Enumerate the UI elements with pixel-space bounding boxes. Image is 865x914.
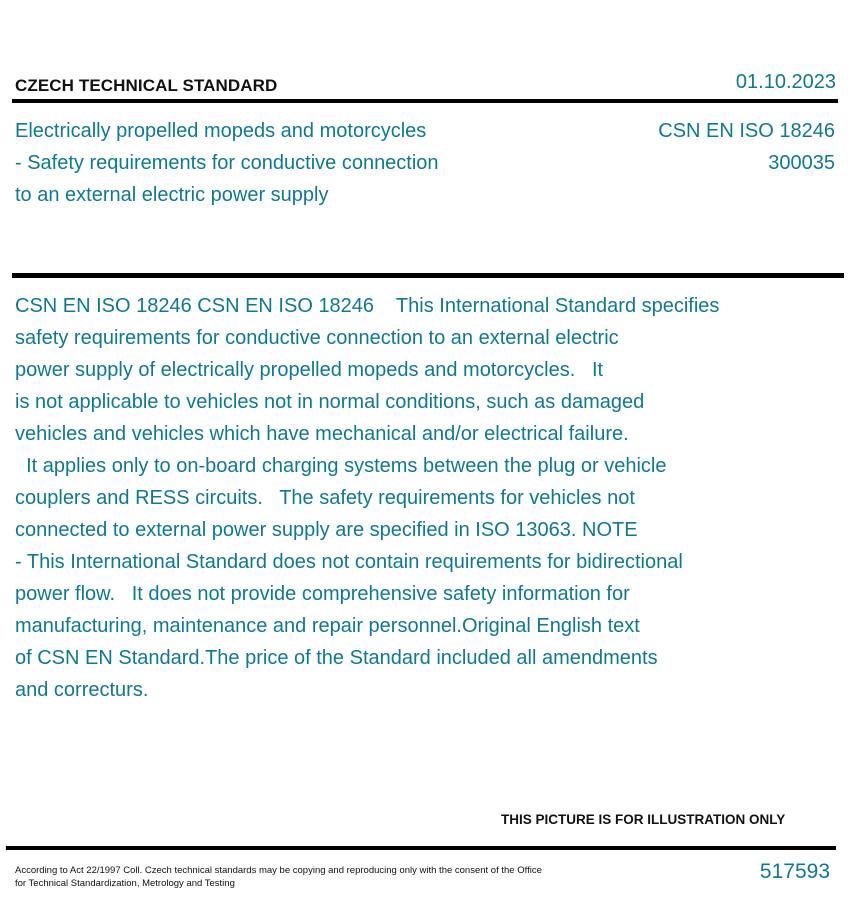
abstract-text [15,290,795,706]
title-divider [12,273,844,278]
standard-title-line: - Safety requirements for conductive connection [15,152,439,174]
abstract-line: power flow. It does not provide comprehensive safety information for [15,583,630,605]
abstract-line: connected to external power supply are specified in ISO 13063. NOTE [15,519,638,541]
abstract-line: manufacturing, maintenance and repair personnel.Original English text [15,615,640,637]
standard-title-line: to an external electric power supply [15,184,329,206]
abstract-line: couplers and RESS circuits. The safety requirements for vehicles not [15,487,635,509]
abstract-line: safety requirements for conductive connection to an external electric [15,327,619,349]
standard-title-line: Electrically propelled mopeds and motorcycles [15,120,427,142]
standard-identifiers [658,115,835,179]
abstract-line: vehicles and vehicles which have mechanical and/or electrical failure. [15,423,629,445]
copyright-notice-line: According to Act 22/1997 Coll. Czech technical standards may be copying and reproducing only with the consent of the Office [15,865,542,876]
abstract-line: power supply of electrically propelled mopeds and motorcycles. It [15,359,604,381]
standard-title [15,115,439,211]
publication-date: 01.10.2023 [735,71,836,93]
abstract-line: and correcturs. [15,679,149,701]
abstract-line: - This International Standard does not contain requirements for bidirectional [15,551,683,573]
copyright-notice [15,864,542,890]
header-divider [12,99,838,103]
footer-divider [6,846,836,850]
copyright-notice-line: for Technical Standardization, Metrology and Testing [15,878,235,889]
document-code: 517593 [759,860,830,883]
abstract-line: is not applicable to vehicles not in normal conditions, such as damaged [15,391,645,413]
abstract-line: It applies only to on-board charging systems between the plug or vehicle [15,455,667,477]
abstract-line: of CSN EN Standard.The price of the Standard included all amendments [15,647,658,669]
document-type-heading: CZECH TECHNICAL STANDARD [15,76,278,95]
illustration-disclaimer: THIS PICTURE IS FOR ILLUSTRATION ONLY [501,812,786,827]
abstract-line: CSN EN ISO 18246 CSN EN ISO 18246 This International Standard specifies [15,295,720,317]
catalog-number: 300035 [768,152,835,174]
standard-designation: CSN EN ISO 18246 [658,120,835,142]
